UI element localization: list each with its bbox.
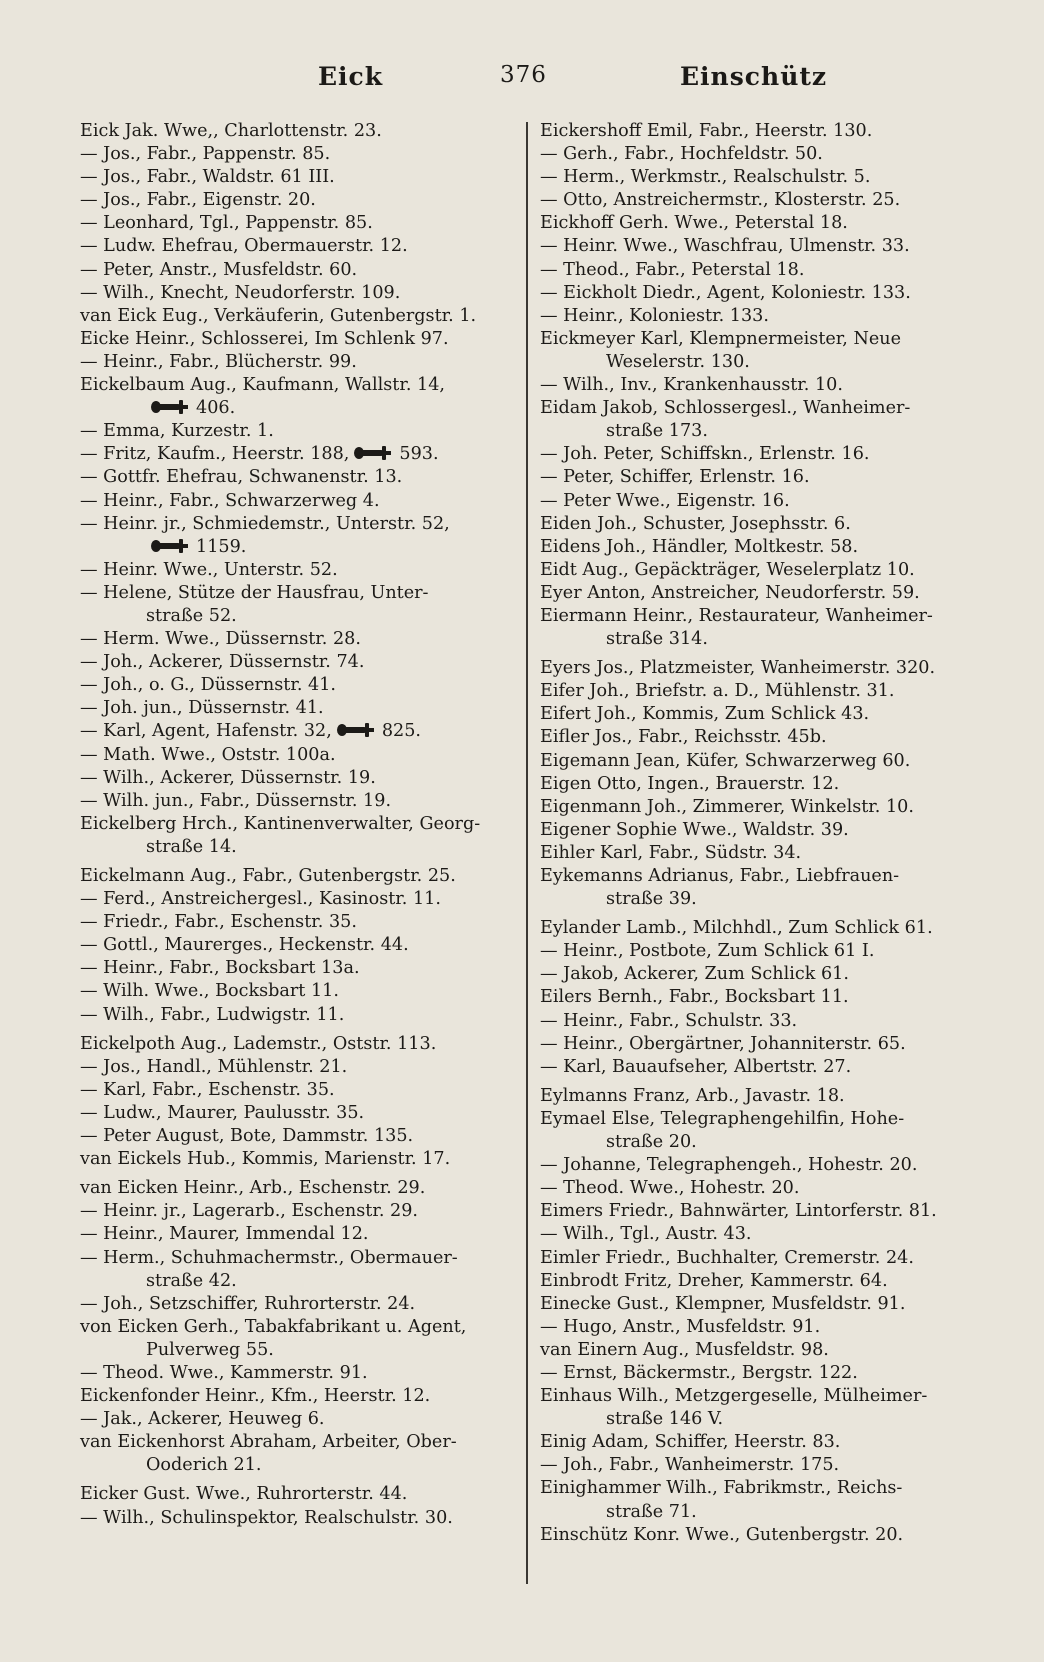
header-right-keyword: Einschütz: [680, 62, 828, 91]
entry-text: — Herm., Schuhmachermstr., Obermauer-: [80, 1247, 458, 1268]
directory-entry: [540, 166, 980, 189]
directory-entry: [80, 1454, 522, 1477]
entry-text: — Jos., Handl., Mühlenstr. 21.: [80, 1056, 348, 1077]
entry-text: Eicke Heinr., Schlosserei, Im Schlenk 97.: [80, 328, 449, 349]
entry-text: — Ludw., Maurer, Paulusstr. 35.: [80, 1102, 365, 1123]
entry-text: — Theod. Wwe., Kammerstr. 91.: [80, 1362, 368, 1383]
entry-text: — Jos., Fabr., Waldstr. 61 III.: [80, 167, 335, 188]
directory-entry: [540, 212, 980, 235]
entry-text: Einecke Gust., Klempner, Musfeldstr. 91.: [540, 1293, 906, 1314]
entry-text: — Hugo, Anstr., Musfeldstr. 91.: [540, 1316, 821, 1337]
directory-entry: [80, 536, 522, 559]
entry-text: — Heinr., Maurer, Immendal 12.: [80, 1224, 369, 1245]
page-number: 376: [500, 62, 547, 88]
entry-text: Eickenfonder Heinr., Kfm., Heerstr. 12.: [80, 1386, 431, 1407]
directory-entry: [540, 1270, 980, 1293]
right-column: [540, 120, 980, 1547]
directory-entry: [540, 1085, 980, 1108]
entry-text: — Heinr., Koloniestr. 133.: [540, 305, 769, 326]
entry-text: — Jak., Ackerer, Heuweg 6.: [80, 1409, 325, 1430]
directory-entry: [540, 628, 980, 651]
entry-text: — Emma, Kurzestr. 1.: [80, 421, 274, 442]
directory-entry: [80, 1177, 522, 1200]
entry-text: — Heinr. Wwe., Waschfrau, Ulmenstr. 33.: [540, 236, 910, 257]
entry-text: — Peter Wwe., Eigenstr. 16.: [540, 490, 790, 511]
entry-text: Eigemann Jean, Küfer, Schwarzerweg 60.: [540, 750, 911, 771]
directory-entry: [80, 980, 522, 1003]
entry-text: Eifer Joh., Briefstr. a. D., Mühlenstr. 31.: [540, 681, 895, 702]
directory-entry: [80, 582, 522, 605]
entry-text: Eykemanns Adrianus, Fabr., Liebfrauen-: [540, 866, 900, 886]
directory-entry: [540, 559, 980, 582]
directory-entry: [80, 628, 522, 651]
directory-entry: [540, 1293, 980, 1316]
entry-text: — Wilh., Inv., Krankenhausstr. 10.: [540, 375, 843, 396]
entry-text: van Eick Eug., Verkäuferin, Gutenbergstr. 1.: [80, 305, 477, 326]
directory-entry: [540, 1501, 980, 1524]
entry-text: — Karl, Bauaufseher, Albertstr. 27.: [540, 1056, 852, 1077]
directory-entry: [80, 1004, 522, 1027]
entry-text: Eickershoff Emil, Fabr., Heerstr. 130.: [540, 121, 873, 141]
entry-text: Einighammer Wilh., Fabrikmstr., Reichs-: [540, 1478, 903, 1499]
entry-text: Eylander Lamb., Milchhdl., Zum Schlick 61.: [540, 918, 933, 939]
directory-entry: [80, 397, 522, 420]
directory-entry: [540, 1056, 980, 1079]
entry-text: — Heinr. jr., Lagerarb., Eschenstr. 29.: [80, 1201, 419, 1222]
directory-entry: [80, 1148, 522, 1171]
directory-entry: [540, 490, 980, 513]
entry-text: Eifler Jos., Fabr., Reichsstr. 45b.: [540, 727, 827, 748]
entry-text: — Friedr., Fabr., Eschenstr. 35.: [80, 912, 357, 933]
directory-entry: [540, 1316, 980, 1339]
directory-entry: [540, 1131, 980, 1154]
directory-entry: [80, 120, 522, 143]
directory-entry: [80, 720, 522, 743]
directory-entry: [540, 1339, 980, 1362]
entry-text: straße 39.: [606, 889, 697, 910]
directory-entry: [540, 1033, 980, 1056]
entry-text: — Jakob, Ackerer, Zum Schlick 61.: [540, 964, 849, 985]
entry-text: straße 14.: [146, 836, 237, 857]
entry-text: — Joh., o. G., Düssernstr. 41.: [80, 675, 337, 696]
directory-entry: [80, 374, 522, 397]
left-column: [80, 120, 522, 1530]
entry-text: — Heinr. jr., Schmiedemstr., Unterstr. 52,: [80, 513, 450, 534]
entry-text: Pulverweg 55.: [146, 1339, 274, 1360]
entry-text: — Heinr., Postbote, Zum Schlick 61 I.: [540, 941, 875, 962]
directory-entry: [80, 513, 522, 536]
entry-text: Eimers Friedr., Bahnwärter, Lintorferstr. 81.: [540, 1201, 937, 1222]
entry-text: — Ferd., Anstreichergesl., Kasinostr. 11.: [80, 889, 441, 910]
directory-entry: [80, 1223, 522, 1246]
entry-text: Eigenmann Joh., Zimmerer, Winkelstr. 10.: [540, 796, 914, 817]
entry-text: — Wilh., Fabr., Ludwigstr. 11.: [80, 1004, 345, 1025]
directory-entry: [80, 1247, 522, 1270]
entry-text: Eidens Joh., Händler, Moltkestr. 58.: [540, 536, 859, 557]
directory-entry: [540, 750, 980, 773]
entry-text: — Herm., Werkmstr., Realschulstr. 5.: [540, 167, 871, 188]
entry-text: — Gottfr. Ehefrau, Schwanenstr. 13.: [80, 467, 403, 488]
directory-entry: [540, 1200, 980, 1223]
entry-text: — Eickholt Diedr., Agent, Koloniestr. 133.: [540, 282, 911, 303]
entry-text: — Heinr., Fabr., Blücherstr. 99.: [80, 351, 357, 372]
directory-entry: [540, 726, 980, 749]
directory-entry: [80, 351, 522, 374]
entry-text: — Ludw. Ehefrau, Obermauerstr. 12.: [80, 236, 408, 257]
entry-text: Einschütz Konr. Wwe., Gutenbergstr. 20.: [540, 1524, 904, 1545]
directory-entry: [80, 305, 522, 328]
entry-text: Eickhoff Gerh. Wwe., Peterstal 18.: [540, 213, 848, 234]
entry-text: Einhaus Wilh., Metzgergeselle, Mülheimer-: [540, 1386, 928, 1407]
directory-entry: [80, 1056, 522, 1079]
directory-entry: [540, 351, 980, 374]
entry-text: — Joh., Setzschiffer, Ruhrorterstr. 24.: [80, 1293, 416, 1314]
directory-entry: [80, 1293, 522, 1316]
entry-text: Eylmanns Franz, Arb., Javastr. 18.: [540, 1085, 845, 1106]
directory-entry: [80, 813, 522, 836]
entry-text: — Otto, Anstreichermstr., Klosterstr. 25.: [540, 190, 901, 211]
entry-text: — Ernst, Bäckermstr., Bergstr. 122.: [540, 1362, 858, 1383]
directory-entry: [80, 1316, 522, 1339]
entry-text: Eidam Jakob, Schlossergesl., Wanheimer-: [540, 398, 911, 419]
directory-entry: [80, 212, 522, 235]
directory-entry: [540, 986, 980, 1009]
directory-entry: [540, 1362, 980, 1385]
directory-entry: [540, 605, 980, 628]
directory-entry: [80, 1385, 522, 1408]
directory-entry: [80, 888, 522, 911]
entry-text: straße 42.: [146, 1270, 237, 1291]
directory-entry: [80, 836, 522, 859]
directory-entry: [540, 282, 980, 305]
entry-text: Eickelbaum Aug., Kaufmann, Wallstr. 14,: [80, 375, 445, 396]
directory-entry: [80, 328, 522, 351]
column-divider: [526, 122, 528, 1584]
entry-text: van Eickenhorst Abraham, Arbeiter, Ober-: [80, 1432, 457, 1453]
directory-entry: [540, 1454, 980, 1477]
directory-entry: [540, 796, 980, 819]
directory-entry: [80, 1125, 522, 1148]
directory-entry: [80, 420, 522, 443]
entry-text: Eyers Jos., Platzmeister, Wanheimerstr. 320.: [540, 658, 936, 679]
directory-entry: [80, 674, 522, 697]
entry-text: straße 146 V.: [606, 1409, 724, 1430]
directory-entry: [540, 1431, 980, 1454]
entry-text: Eickelpoth Aug., Lademstr., Oststr. 113.: [80, 1033, 437, 1054]
directory-entry: [540, 305, 980, 328]
entry-text: Eidt Aug., Gepäckträger, Weselerplatz 10.: [540, 559, 915, 580]
directory-entry: [540, 1177, 980, 1200]
entry-text: — Jos., Fabr., Eigenstr. 20.: [80, 190, 316, 211]
entry-text: Eymael Else, Telegraphengehilfin, Hohe-: [540, 1108, 905, 1129]
entry-text: von Eicken Gerh., Tabakfabrikant u. Agent,: [80, 1316, 467, 1337]
directory-entry: [80, 911, 522, 934]
entry-text: Eigen Otto, Ingen., Brauerstr. 12.: [540, 773, 840, 794]
entry-text: — Wilh., Tgl., Austr. 43.: [540, 1224, 752, 1245]
directory-entry: [540, 582, 980, 605]
directory-entry: [540, 842, 980, 865]
directory-entry: [80, 1270, 522, 1293]
entry-text: Weselerstr. 130.: [606, 351, 750, 372]
directory-entry: [80, 1033, 522, 1056]
telephone-number: 593.: [399, 444, 439, 465]
directory-entry: [80, 1079, 522, 1102]
entry-text: straße 52.: [146, 605, 237, 626]
entry-text: straße 314.: [606, 629, 708, 650]
directory-entry: [540, 1223, 980, 1246]
directory-entry: [80, 189, 522, 212]
directory-entry: [540, 1408, 980, 1431]
directory-entry: [80, 865, 522, 888]
entry-text: — Theod., Fabr., Peterstal 18.: [540, 259, 805, 280]
entry-text: 406.: [196, 398, 236, 419]
telephone-icon: [150, 399, 190, 415]
directory-entry: [540, 513, 980, 536]
directory-entry: [540, 917, 980, 940]
directory-entry: [80, 934, 522, 957]
entry-text: van Einern Aug., Musfeldstr. 98.: [540, 1339, 829, 1360]
entry-text: straße 71.: [606, 1501, 697, 1522]
entry-text: 1159.: [196, 536, 247, 557]
directory-entry: [540, 703, 980, 726]
directory-entry: [540, 1108, 980, 1131]
entry-text: van Eickels Hub., Kommis, Marienstr. 17.: [80, 1149, 451, 1170]
directory-entry: [540, 773, 980, 796]
directory-entry: [540, 888, 980, 911]
telephone-icon: [150, 538, 190, 554]
directory-entry: [540, 1477, 980, 1500]
directory-entry: [80, 282, 522, 305]
entry-text: Eickelmann Aug., Fabr., Gutenbergstr. 25.: [80, 866, 456, 886]
entry-text: — Theod. Wwe., Hohestr. 20.: [540, 1178, 800, 1199]
directory-entry: [540, 1010, 980, 1033]
directory-entry: [80, 1102, 522, 1125]
entry-text: — Heinr., Obergärtner, Johanniterstr. 65.: [540, 1033, 906, 1054]
directory-entry: [80, 259, 522, 282]
entry-text: Einig Adam, Schiffer, Heerstr. 83.: [540, 1432, 841, 1453]
directory-entry: [80, 605, 522, 628]
entry-text: Eiden Joh., Schuster, Josephsstr. 6.: [540, 513, 851, 534]
entry-text: — Joh., Fabr., Wanheimerstr. 175.: [540, 1455, 840, 1476]
directory-entry: [80, 1362, 522, 1385]
entry-text: — Karl, Agent, Hafenstr. 32,: [80, 721, 332, 742]
entry-text: Eigener Sophie Wwe., Waldstr. 39.: [540, 819, 849, 840]
entry-text: Eiermann Heinr., Restaurateur, Wanheimer-: [540, 605, 933, 626]
entry-text: — Wilh., Ackerer, Düssernstr. 19.: [80, 767, 376, 788]
directory-entry: [540, 328, 980, 351]
directory-entry: [80, 957, 522, 980]
entry-text: van Eicken Heinr., Arb., Eschenstr. 29.: [80, 1178, 426, 1199]
entry-text: — Johanne, Telegraphengeh., Hohestr. 20.: [540, 1155, 918, 1176]
directory-entry: [540, 443, 980, 466]
telephone-icon: [336, 722, 376, 738]
directory-entry: [80, 1431, 522, 1454]
entry-text: Ooderich 21.: [146, 1455, 262, 1476]
directory-entry: [80, 1339, 522, 1362]
directory-entry: [540, 1247, 980, 1270]
directory-entry: [80, 790, 522, 813]
entry-text: — Heinr., Fabr., Bocksbart 13a.: [80, 958, 360, 979]
directory-entry: [80, 1200, 522, 1223]
entry-text: Eick Jak. Wwe,, Charlottenstr. 23.: [80, 121, 382, 141]
directory-entry: [80, 443, 522, 466]
telephone-icon: [353, 445, 393, 461]
entry-text: — Wilh., Knecht, Neudorferstr. 109.: [80, 282, 401, 303]
entry-text: Eilers Bernh., Fabr., Bocksbart 11.: [540, 987, 849, 1008]
entry-text: — Joh. Peter, Schiffskn., Erlenstr. 16.: [540, 444, 870, 465]
header-left-keyword: Eick: [318, 62, 384, 91]
entry-text: Eihler Karl, Fabr., Südstr. 34.: [540, 842, 802, 863]
directory-entry: [80, 697, 522, 720]
directory-entry: [540, 819, 980, 842]
entry-text: Eimler Friedr., Buchhalter, Cremerstr. 24.: [540, 1247, 914, 1268]
directory-entry: [540, 1154, 980, 1177]
entry-text: — Helene, Stütze der Hausfrau, Unter-: [80, 582, 429, 603]
directory-entry: [540, 1524, 980, 1547]
entry-text: — Heinr., Fabr., Schwarzerweg 4.: [80, 490, 380, 511]
directory-entry: [80, 466, 522, 489]
entry-text: Einbrodt Fritz, Dreher, Kammerstr. 64.: [540, 1270, 888, 1291]
entry-text: — Heinr. Wwe., Unterstr. 52.: [80, 559, 338, 580]
entry-text: — Joh. jun., Düssernstr. 41.: [80, 698, 324, 719]
directory-entry: [80, 651, 522, 674]
directory-entry: [540, 420, 980, 443]
directory-entry: [540, 657, 980, 680]
entry-text: Eifert Joh., Kommis, Zum Schlick 43.: [540, 704, 870, 725]
entry-text: — Peter, Schiffer, Erlenstr. 16.: [540, 467, 810, 488]
directory-entry: [540, 143, 980, 166]
directory-entry: [540, 1385, 980, 1408]
entry-text: — Leonhard, Tgl., Pappenstr. 85.: [80, 213, 373, 234]
directory-entry: [540, 259, 980, 282]
entry-text: — Fritz, Kaufm., Heerstr. 188,: [80, 444, 350, 465]
entry-text: — Karl, Fabr., Eschenstr. 35.: [80, 1079, 335, 1100]
entry-text: — Gottl., Maurerges., Heckenstr. 44.: [80, 935, 409, 956]
entry-text: Eicker Gust. Wwe., Ruhrorterstr. 44.: [80, 1484, 408, 1505]
directory-entry: [540, 940, 980, 963]
entry-text: Eyer Anton, Anstreicher, Neudorferstr. 59.: [540, 582, 920, 603]
directory-entry: [80, 767, 522, 790]
entry-text: — Herm. Wwe., Düssernstr. 28.: [80, 629, 361, 650]
directory-entry: [540, 963, 980, 986]
entry-text: Eickelberg Hrch., Kantinenverwalter, Georg-: [80, 813, 481, 834]
directory-entry: [80, 1483, 522, 1506]
entry-text: straße 173.: [606, 421, 708, 442]
entry-text: — Math. Wwe., Oststr. 100a.: [80, 744, 336, 765]
directory-entry: [80, 1408, 522, 1431]
directory-entry: [80, 490, 522, 513]
entry-text: — Wilh. Wwe., Bocksbart 11.: [80, 981, 339, 1002]
entry-text: straße 20.: [606, 1132, 697, 1153]
entry-text: — Gerh., Fabr., Hochfeldstr. 50.: [540, 144, 823, 165]
entry-text: — Wilh., Schulinspektor, Realschulstr. 30.: [80, 1507, 453, 1528]
directory-entry: [540, 680, 980, 703]
directory-entry: [80, 166, 522, 189]
directory-entry: [80, 143, 522, 166]
entry-text: Eickmeyer Karl, Klempnermeister, Neue: [540, 328, 902, 349]
directory-entry: [80, 1507, 522, 1530]
entry-text: — Heinr., Fabr., Schulstr. 33.: [540, 1010, 798, 1031]
entry-text: — Jos., Fabr., Pappenstr. 85.: [80, 144, 331, 165]
directory-entry: [80, 235, 522, 258]
directory-entry: [540, 536, 980, 559]
telephone-number: 825.: [381, 721, 422, 742]
entry-text: — Joh., Ackerer, Düssernstr. 74.: [80, 652, 365, 673]
directory-entry: [540, 374, 980, 397]
entry-text: — Peter August, Bote, Dammstr. 135.: [80, 1126, 414, 1147]
directory-entry: [540, 466, 980, 489]
directory-entry: [540, 120, 980, 143]
directory-entry: [80, 559, 522, 582]
directory-entry: [540, 397, 980, 420]
directory-entry: [540, 189, 980, 212]
directory-entry: [540, 865, 980, 888]
directory-entry: [80, 744, 522, 767]
entry-text: — Wilh. jun., Fabr., Düssernstr. 19.: [80, 790, 392, 811]
directory-entry: [540, 235, 980, 258]
entry-text: — Peter, Anstr., Musfeldstr. 60.: [80, 259, 358, 280]
